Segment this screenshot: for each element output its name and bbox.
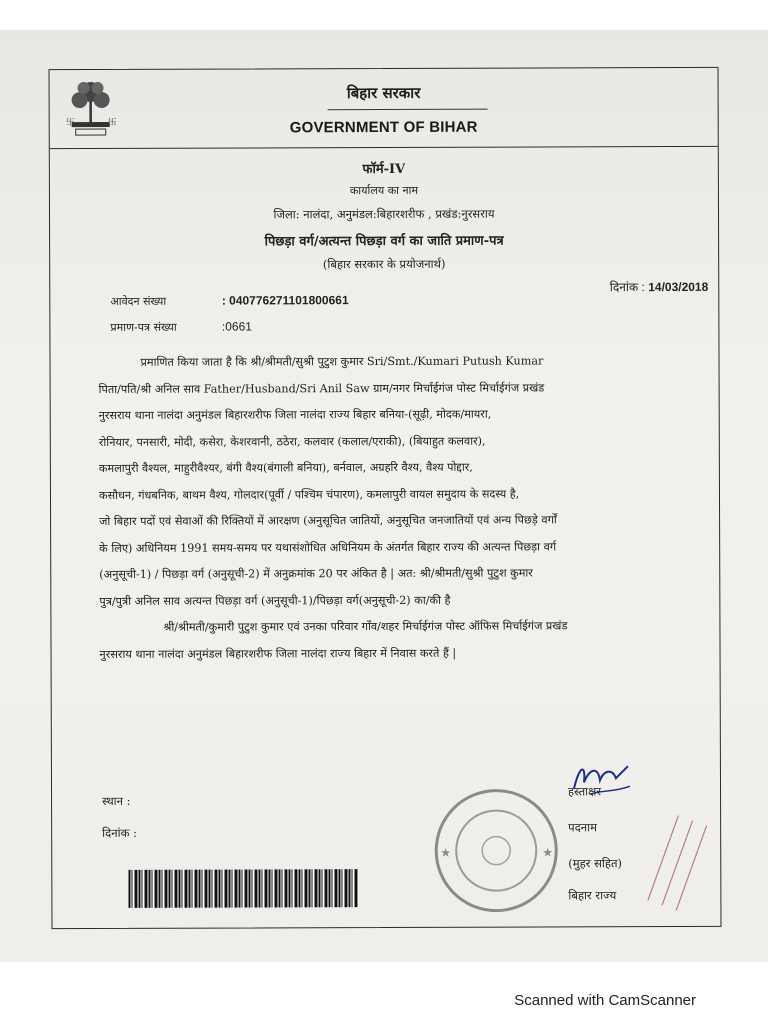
application-number-row	[110, 293, 348, 309]
body-line: पिता/पति/श्री अनिल साव Father/Husband/Sri Anil Saw ग्राम/नगर मिर्चाईगंज पोस्ट मिर्चाईगंज प्रखंड	[98, 380, 545, 396]
application-number-label: आवेदन संख्या	[110, 294, 167, 308]
body-line: श्री/श्रीमती/कुमारी पुटुश कुमार एवं उनका परिवार गाँव/शहर मिर्चाईगंज पोस्ट ऑफिस मिर्चाईगंज प्रखंड	[163, 619, 568, 634]
designation-label: पदनाम	[568, 820, 598, 835]
body-line: जो बिहार पदों एवं सेवाओं की रिक्तियों में आरक्षण (अनुसूचित जातियों, अनुसूचित जनजातियों एवं अन्य पिछड़े वर्गों	[99, 513, 557, 528]
application-number-value: : 040776271101800661	[221, 293, 349, 308]
certificate-title: पिछड़ा वर्ग/अत्यन्त पिछड़ा वर्ग का जाति प्रमाण-पत्र	[264, 233, 504, 250]
body-line: प्रमाणित किया जाता है कि श्री/श्रीमती/सुश्री पुटुश कुमार Sri/Smt./Kumari Putush Kumar	[140, 354, 544, 369]
state-label: बिहार राज्य	[568, 888, 617, 903]
certificate-purpose: (बिहार सरकार के प्रयोजनार्थ)	[322, 256, 446, 272]
issue-date-value: 14/03/2018	[648, 279, 709, 295]
svg-text:★: ★	[542, 845, 554, 860]
svg-text:★: ★	[440, 845, 452, 860]
certificate-header	[50, 68, 718, 149]
side-rubber-stamp	[642, 808, 712, 918]
official-seal-stamp	[432, 786, 560, 914]
certificate-document	[49, 67, 722, 929]
barcode	[128, 869, 358, 908]
certificate-number-label: प्रमाण-पत्र संख्या	[110, 320, 177, 334]
header-divider	[328, 109, 488, 111]
footer-date-label: दिनांक :	[102, 825, 138, 840]
body-line: (अनुसूची-1) / पिछड़ा वर्ग (अनुसूची-2) में अनुक्रमांक 20 पर अंकित है | अत: श्री/श्रीमती/सुश्री पुटुश कुमार	[99, 566, 533, 581]
svg-text:卐: 卐	[107, 117, 117, 128]
body-line: रोनियार, पनसारी, मोदी, कसेरा, केशरवानी, ठठेरा, कलवार (कलाल/एराकी), (बियाहुत कलवार),	[98, 434, 486, 449]
certificate-body	[98, 348, 699, 668]
office-name: कार्यालय का नाम	[349, 183, 419, 198]
svg-text:卐: 卐	[65, 118, 75, 129]
government-english-title: GOVERNMENT OF BIHAR	[289, 118, 478, 137]
place-label: स्थान :	[102, 793, 131, 808]
district-line: जिला: नालंदा, अनुमंडल:बिहारशरीफ , प्रखंड:नुरसराय	[273, 206, 495, 222]
body-line: नुरसराय थाना नालंदा अनुमंडल बिहारशरीफ जिला नालंदा राज्य बिहार बनिया-(सूढ़ी, मोदक/मायरा,	[98, 407, 492, 422]
issue-date	[610, 278, 709, 295]
form-number: फॉर्म-IV	[362, 161, 406, 178]
certificate-number-row	[110, 319, 252, 334]
body-line: नुरसराय थाना नालंदा अनुमंडल बिहारशरीफ जिला नालंदा राज्य बिहार में निवास करते हैं |	[99, 646, 457, 661]
body-line: पुत्र/पुत्री अनिल साव अत्यन्त पिछड़ा वर्ग (अनुसूची-1)/पिछड़ा वर्ग(अनुसूची-2) का/की है	[99, 593, 451, 608]
certificate-number-value: :0661	[221, 319, 252, 334]
body-line: कमलापुरी वैश्यल, माहुरीवैश्यर, बंगी वैश्य(बंगाली बनिया), बर्नवाल, अग्रहरि वैश्य, वैश्य पोद्दार,	[98, 460, 473, 475]
issue-date-label: दिनांक :	[609, 280, 645, 295]
camscanner-watermark: Scanned with CamScanner	[514, 992, 696, 1009]
body-line: के लिए) अधिनियम 1991 समय-समय पर यथासंशोधित अधिनियम के अंतर्गत बिहार राज्य की अत्यन्त पिछड़ा वर्ग	[99, 539, 557, 555]
government-hindi-title: बिहार सरकार	[346, 83, 421, 103]
signature-label: हस्ताक्षर	[568, 784, 602, 799]
seal-label: (मुहर सहित)	[568, 856, 623, 871]
body-line: कसौधन, गंधबनिक, बाथम वैश्य, गोलदार(पूर्वी / पश्चिम चंपारण), कमलापुरी वायल समुदाय के सदस्य है,	[98, 487, 520, 502]
